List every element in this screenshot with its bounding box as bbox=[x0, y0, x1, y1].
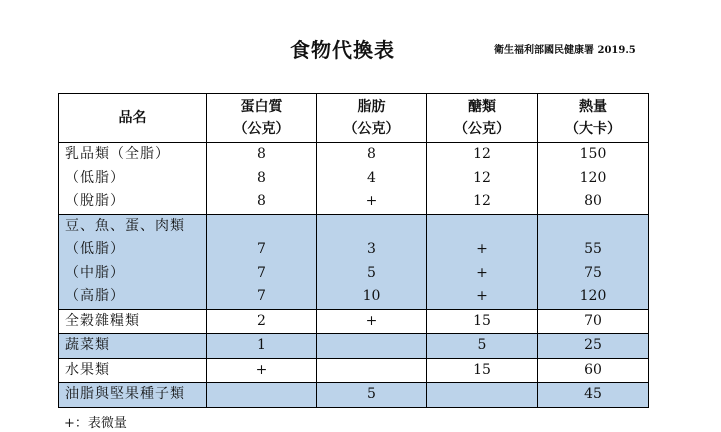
calories-value: 75 bbox=[584, 264, 602, 281]
protein-value bbox=[207, 215, 316, 239]
footnote: +：表微量 bbox=[64, 416, 127, 431]
protein-value: 8 bbox=[257, 146, 266, 162]
table-row bbox=[59, 383, 649, 408]
header-calories-label: 熱量 bbox=[579, 99, 607, 115]
protein-value: 7 bbox=[257, 241, 266, 257]
food-group-label: （低脂） bbox=[65, 241, 125, 257]
table-row bbox=[59, 143, 649, 215]
calories-cell bbox=[538, 309, 649, 334]
protein-cell bbox=[207, 358, 317, 383]
fat-cell bbox=[317, 334, 427, 359]
header-fat bbox=[317, 94, 427, 143]
carb-value: 15 bbox=[473, 312, 491, 329]
carb-value: 15 bbox=[473, 361, 491, 378]
protein-value: 8 bbox=[257, 193, 266, 209]
fat-cell bbox=[317, 309, 427, 334]
calories-value: 55 bbox=[584, 241, 602, 257]
table-row bbox=[59, 309, 649, 334]
header-name-label: 品名 bbox=[118, 110, 147, 126]
fat-value: 10 bbox=[362, 288, 381, 304]
header-protein bbox=[207, 94, 317, 143]
food-group-label: 全穀雜糧類 bbox=[65, 312, 140, 329]
protein-value: + bbox=[255, 361, 268, 378]
calories-cell bbox=[538, 334, 649, 359]
carb-value: 12 bbox=[473, 146, 491, 162]
header-fat-unit: （公克） bbox=[343, 121, 400, 137]
protein-value: 2 bbox=[257, 312, 266, 329]
fat-cell bbox=[317, 143, 427, 215]
protein-value: 7 bbox=[257, 264, 266, 281]
protein-value: 1 bbox=[257, 337, 266, 353]
protein-cell bbox=[207, 214, 317, 309]
carb-value bbox=[427, 215, 537, 239]
fat-value: 5 bbox=[367, 264, 376, 281]
calories-value: 45 bbox=[584, 386, 602, 402]
carb-value bbox=[427, 383, 537, 407]
fat-value: + bbox=[365, 312, 378, 329]
header-carb-unit: （公克） bbox=[454, 121, 510, 137]
food-group-label: 油脂與堅果種子類 bbox=[65, 386, 185, 402]
protein-cell bbox=[207, 383, 317, 408]
calories-value: 150 bbox=[579, 146, 607, 162]
carb-cell bbox=[427, 214, 538, 309]
carb-value: + bbox=[476, 288, 488, 304]
header-carb bbox=[427, 94, 538, 143]
header-calories bbox=[538, 94, 649, 143]
food-group-label: （脫脂） bbox=[65, 193, 125, 209]
header-protein-label: 蛋白質 bbox=[240, 99, 283, 115]
table-row bbox=[59, 358, 649, 383]
food-exchange-table bbox=[58, 93, 649, 408]
fat-value bbox=[317, 359, 426, 383]
fat-value: 3 bbox=[367, 241, 376, 257]
food-group-label: 乳品類（全脂） bbox=[65, 146, 170, 162]
carb-value: 5 bbox=[477, 337, 487, 353]
source-note: 衛生福利部國民健康署 2019.5 bbox=[494, 45, 636, 56]
calories-cell bbox=[538, 383, 649, 408]
protein-value: 7 bbox=[257, 288, 266, 304]
carb-cell bbox=[427, 358, 538, 383]
header-name bbox=[59, 94, 207, 143]
page-title: 食物代換表 bbox=[290, 38, 395, 62]
food-group-label: （低脂） bbox=[65, 169, 125, 186]
table-row bbox=[59, 334, 649, 359]
calories-value: 120 bbox=[579, 288, 607, 304]
calories-cell bbox=[538, 358, 649, 383]
fat-value: 8 bbox=[367, 146, 376, 162]
food-group-cell bbox=[59, 143, 207, 215]
fat-value: + bbox=[365, 193, 378, 209]
fat-cell bbox=[317, 358, 427, 383]
carb-value: 12 bbox=[473, 169, 491, 186]
protein-value bbox=[207, 383, 316, 407]
header-fat-label: 脂肪 bbox=[357, 99, 386, 115]
calories-value bbox=[538, 215, 648, 239]
protein-cell bbox=[207, 309, 317, 334]
food-group-cell bbox=[59, 309, 207, 334]
calories-value: 25 bbox=[584, 337, 602, 353]
fat-value: 4 bbox=[367, 169, 376, 186]
fat-value bbox=[317, 334, 426, 358]
carb-cell bbox=[427, 309, 538, 334]
fat-cell bbox=[317, 383, 427, 408]
food-group-label: （中脂） bbox=[65, 264, 125, 281]
carb-value: 12 bbox=[473, 193, 491, 209]
calories-value: 60 bbox=[584, 361, 602, 378]
calories-value: 70 bbox=[584, 312, 602, 329]
header-carb-label: 醣類 bbox=[468, 99, 496, 115]
carb-cell bbox=[427, 143, 538, 215]
food-group-cell bbox=[59, 383, 207, 408]
food-group-label: 水果類 bbox=[65, 361, 110, 378]
calories-cell bbox=[538, 143, 649, 215]
food-group-cell bbox=[59, 334, 207, 359]
protein-cell bbox=[207, 334, 317, 359]
carb-value: + bbox=[476, 264, 488, 281]
table-row bbox=[59, 214, 649, 309]
carb-cell bbox=[427, 383, 538, 408]
food-group-cell bbox=[59, 358, 207, 383]
carb-cell bbox=[427, 334, 538, 359]
protein-value: 8 bbox=[257, 169, 266, 186]
protein-cell bbox=[207, 143, 317, 215]
calories-value: 120 bbox=[579, 169, 607, 186]
fat-value: 5 bbox=[367, 386, 376, 402]
food-group-label: 豆、魚、蛋、肉類 bbox=[65, 217, 185, 234]
food-group-label: 蔬菜類 bbox=[65, 337, 110, 353]
fat-cell bbox=[317, 214, 427, 309]
calories-value: 80 bbox=[584, 193, 602, 209]
food-group-label: （高脂） bbox=[65, 288, 125, 304]
carb-value: + bbox=[476, 241, 488, 257]
header-calories-unit: （大卡） bbox=[565, 121, 621, 137]
calories-cell bbox=[538, 214, 649, 309]
header-protein-unit: （公克） bbox=[233, 121, 290, 137]
food-group-cell bbox=[59, 214, 207, 309]
table-header-row bbox=[59, 94, 649, 143]
fat-value bbox=[317, 215, 426, 239]
